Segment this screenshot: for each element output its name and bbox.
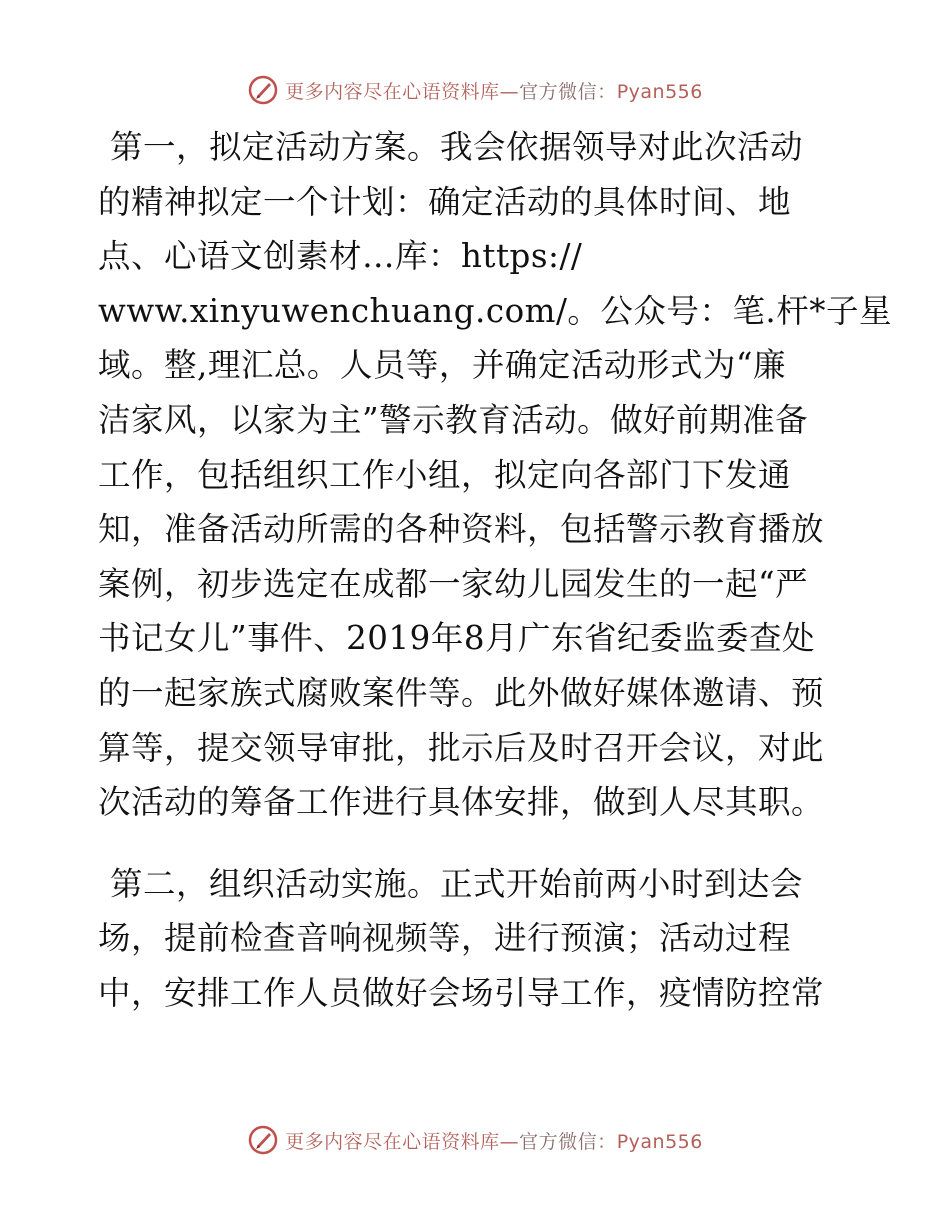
footer-banner (0, 1120, 950, 1160)
text-line: 知，准备活动所需的各种资料，包括警示教育播放 (98, 510, 825, 549)
text-line: 中，安排工作人员做好会场引导工作，疫情防控常 (98, 973, 825, 1012)
text-line: 的精神拟定一个计划：确定活动的具体时间、地 (98, 182, 792, 221)
paragraph-2 (98, 857, 858, 1021)
text-line: 案例，初步选定在成都一家幼儿园发生的一起“严 (98, 564, 809, 603)
text-line: 场，提前检查音响视频等，进行预演；活动过程 (98, 919, 792, 958)
footer-banner-dash: — (499, 1130, 520, 1153)
text-line: 点、心语文创素材…库：https:// (98, 237, 583, 276)
text-line: 第二，组织活动实施。正式开始前两小时到达会 (110, 864, 804, 903)
text-line: 域。整,理汇总。人员等，并确定活动形式为“廉 (98, 346, 786, 385)
text-line: 算等，提交领导审批，批示后及时召开会议，对此 (98, 728, 825, 767)
footer-banner-text (285, 1127, 703, 1154)
text-line: 书记女儿”事件、2019年8月广东省纪委监委查处 (98, 619, 816, 658)
footer-banner-wechat-label: 官方微信： (519, 1130, 617, 1153)
header-banner (0, 70, 950, 110)
brand-logo-icon (247, 74, 279, 106)
header-banner-wechat-id: Pyan556 (616, 80, 703, 103)
document-body (98, 120, 892, 1021)
header-banner-title: 更多内容尽在心语资料库 (285, 80, 500, 103)
text-line: www.xinyuwenchuang.com/。公众号：笔.杆*子星 (98, 291, 892, 330)
header-banner-text (285, 77, 703, 104)
text-line: 洁家风，以家为主”警示教育活动。做好前期准备 (98, 400, 809, 439)
text-line: 次活动的筹备工作进行具体安排，做到人尽其职。 (98, 783, 825, 822)
header-banner-wechat-label: 官方微信： (519, 80, 617, 103)
footer-banner-wechat-id: Pyan556 (616, 1130, 703, 1153)
text-line: 第一，拟定活动方案。我会依据领导对此次活动 (110, 128, 804, 166)
brand-logo-icon (247, 1124, 279, 1156)
paragraph-1 (98, 120, 892, 830)
footer-banner-title: 更多内容尽在心语资料库 (285, 1130, 500, 1153)
header-banner-dash: — (499, 80, 520, 103)
text-line: 的一起家族式腐败案件等。此外做好媒体邀请、预 (98, 673, 825, 712)
text-line: 工作，包括组织工作小组，拟定向各部门下发通 (98, 455, 792, 494)
